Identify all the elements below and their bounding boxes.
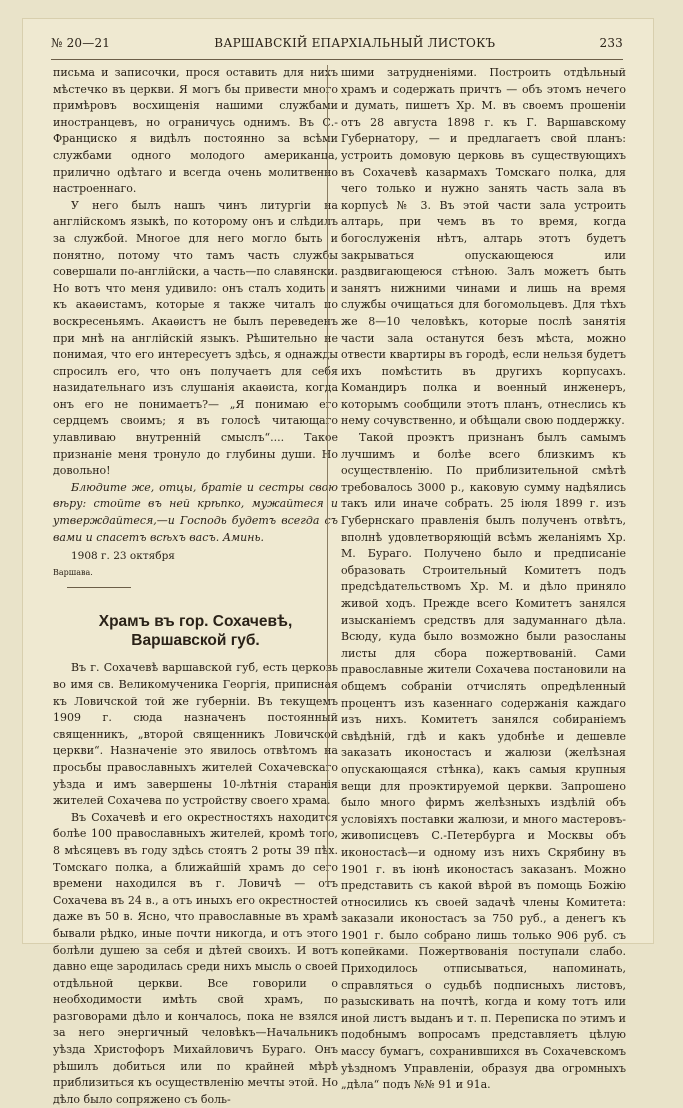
article-paragraph: шими затрудненіями. Построить отдѣльный храмъ и содержать причтъ — объ этомъ нечего и думать, пишетъ Хр. М. въ своемъ прошеніи отъ 28 августа 1898 г. къ Г. Варшавскому Губернатору, — и предлагаетъ свой планъ: устроить домовую церковь въ существующихъ въ Сохачевѣ казармахъ Томскаго полка, для чего только и нужно занять часть зала въ корпусѣ № 3. Въ этой части зала устроить алтарь, при чемъ въ то время, когда богослуженія нѣтъ, алтарь этотъ будетъ закрываться опускающеюся или раздвигающеюся стѣною. Залъ можетъ быть занятъ нижними чинами и лишь на время службы очищаться для богомольцевъ. Для тѣхъ же 8—10 человѣкъ, которые послѣ занятія части зала останутся безъ мѣста, можно отвести квартиры въ городѣ, если нельзя будетъ ихъ помѣстить въ другихъ корпусахъ. Командиръ полка и военный инженеръ, которымъ сообщили этотъ планъ, отнеслись къ нему сочувственно, и обѣщали свою поддержку. (341, 66, 626, 428)
left-column (53, 65, 338, 1108)
article-paragraph: Въ Сохачевѣ и его окрестностяхъ находится болѣе 100 православныхъ жителей, кромѣ того, 8 мѣсяцевъ въ году здѣсь стоятъ 2 роты 39 пѣх. Томскаго полка, а ближайшій храмъ до сего времени находился въ г. Ловичѣ — отъ Сохачева въ 24 в., а отъ иныхъ его окрестностей даже въ 50 в. Ясно, что православные въ храмѣ бывали рѣдко, иные почти никогда, и отъ этого болѣли душею за себя и дѣтей своихъ. И вотъ давно еще зародилась среди нихъ мысль о своей отдѣльной церкви. Все говорили о необходимости имѣть свой храмъ, по разговорами дѣло и кончалось, пока не взялся за него энергичный человѣкъ—Начальникъ уѣзда Христофоръ Михайловичъ Бураго. Онъ рѣшилъ добиться или по крайней мѣрѣ приблизиться къ осуществленію мечты этой. Но дѣло было сопряжено съ боль- (53, 810, 338, 1106)
page-number: 233 (599, 36, 623, 50)
journal-title: ВАРШАВСКІЙ ЕПАРХІАЛЬНЫЙ ЛИСТОКЪ (214, 36, 496, 50)
journal-page (22, 18, 654, 1106)
closing-exhortation: Блюдите же, отцы, братіе и сестры свою вѣру: стойте въ ней крѣпко, мужайтеся и утверждайтеся,—и Господь будетъ всегда съ вами и спасетъ всѣхъ васъ. Аминь. (53, 480, 338, 544)
section-divider (67, 587, 131, 588)
sermon-place: Варшава. (53, 567, 93, 577)
page-header (51, 35, 623, 51)
article-paragraph: Въ г. Сохачевѣ варшавской губ, есть церковь во имя св. Великомученика Георгія, приписная къ Ловичской той же губерніи. Въ текущемъ 1909 г. сюда назначенъ постоянный священникъ, „второй священникъ Ловичской церкви“. Назначеніе это явилось отвѣтомъ на просьбы православныхъ жителей Сохачевскаго уѣзда и имъ завершены 10-лѣтнія старанія жителей Сохачева по устройству своего храма. (53, 661, 338, 808)
header-rule (51, 59, 623, 60)
article-title: Храмъ въ гор. Сохачевѣ, Варшавской губ. (98, 613, 293, 650)
column-divider (327, 65, 328, 885)
sermon-date: 1908 г. 23 октября (71, 550, 175, 563)
issue-number: № 20—21 (51, 36, 111, 50)
article-paragraph: Такой проэктъ признанъ былъ самымъ лучшимъ и болѣе всего близкимъ къ осуществленію. По приблизительной смѣтѣ требовалось 3000 р., каковую сумму надѣялись такъ или иначе собрать. 25 іюля 1899 г. изъ Губернскаго правленія былъ полученъ отвѣтъ, вполнѣ удовлетворяющій всѣмъ желаніямъ Хр. М. Бураго. Получено было и предписаніе образовать Строительный Комитетъ подъ предсѣдательствомъ Хр. М. и дѣло приняло живой ходъ. Прежде всего Комитетъ занялся изысканіемъ средствъ для задуманнаго дѣла. Всюду, куда было возможно были разосланы листы для сбора пожертвованій. Сами православные жители Сохачева постановили на общемъ собраніи отчислять опредѣленный процентъ изъ казеннаго содержанія каждаго изъ нихъ. Комитетъ занялся собираніемъ свѣдѣній, гдѣ и какъ удобнѣе и дешевле заказать иконостасъ и жалюзи (желѣзная опускающаяся стѣнка), какъ самыя крупныя вещи для проэктируемой церкви. Запрошено было много фирмъ желѣзныхъ издѣлій объ условіяхъ поставки жалюзи, и много мастеровъ-живописцевъ С.-Петербурга и Москвы объ иконостасѣ—и одному изъ нихъ Скрябину въ 1901 г. въ іюнѣ иконостасъ заказанъ. Можно представить съ какой вѣрой въ помощь Божію относились къ своей задачѣ члены Комитета: заказали иконостасъ за 750 руб., а денегъ къ 1901 г. было собрано лишь только 906 руб. съ копейками. Пожертвованія поступали слабо. Приходилось отписываться, напоминать, справляться о судьбѣ подписныхъ листовъ, разыскивать на почтѣ, когда и кому тотъ или иной листъ выданъ и т. п. Переписка по этимъ и подобнымъ вопросамъ представляетъ цѣлую массу бумагъ, сохранившихся въ Сохачевскомъ уѣздномъ Управленіи, образуя два огромныхъ „дѣла“ подъ №№ 91 и 91а. (341, 431, 626, 1092)
sermon-paragraph: У него былъ нашъ чинъ литургіи на англійскомъ языкѣ, по которому онъ и слѣдилъ за службой. Многое для него могло быть и понятно, потому что тамъ часть службы совершали по-англійски, а часть—по славянски. Но вотъ что меня удивило: онъ сталъ ходить и къ акаѳистамъ, которые я также читалъ по воскресеньямъ. Акаѳистъ не былъ переведенъ при мнѣ на англійскій языкъ. Рѣшительно не понимая, что его интересуетъ здѣсь, я однажды спросилъ его, что онъ получаетъ для себя назидательнаго изъ слушанія акаѳиста, когда онъ его не понимаетъ?— „Я понимаю его сердцемъ своимъ; я въ голосѣ читающаго улавливаю внутренній смыслъ“.... Такое признаніе меня тронуло до глубины души. Но довольно! (53, 198, 338, 478)
right-column (341, 65, 626, 1094)
sermon-paragraph: письма и записочки, прося оставить для нихъ мѣстечко въ церкви. Я могъ бы привести много примѣровъ восхищенія нашими службами иностранцевъ, но ограничусь однимъ. Въ С.-Франциско я видѣлъ постоянно за всѣми службами одного молодого американца, прилично одѣтаго и всегда очень молитвенно настроеннаго. (53, 66, 338, 196)
